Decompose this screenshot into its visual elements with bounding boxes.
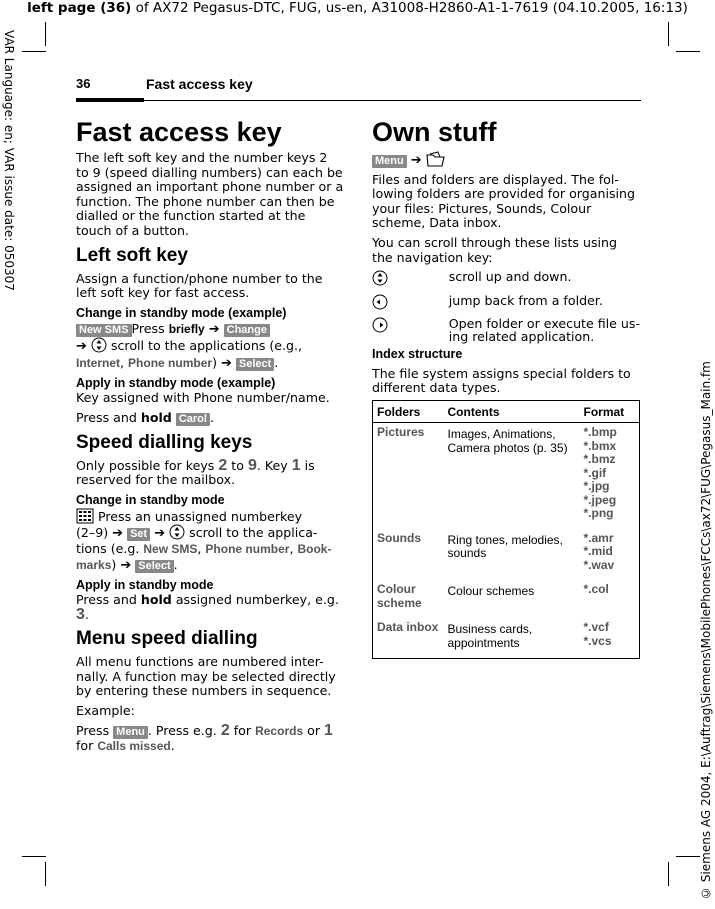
col-contents: Contents	[444, 401, 580, 423]
key-select-2: Select	[135, 560, 173, 573]
menu-new-sms: New SMS	[143, 542, 198, 557]
crop-mark	[22, 51, 46, 52]
nav-row: jump back from a folder.	[372, 294, 640, 314]
crop-mark	[22, 856, 46, 857]
own-stuff-paragraph-1: Files and folders are displayed. The fol-lowing folders are provided for organising your files: Pictures, Sounds, Colour scheme, Data inbox.	[372, 171, 635, 231]
print-header-page: left page (36)	[27, 0, 132, 16]
arrow-icon: ➔	[112, 526, 124, 542]
nav-up-down-icon	[91, 337, 107, 353]
keypad-icon	[76, 508, 94, 524]
arrow-icon: ➔	[221, 355, 232, 371]
subheading-index-structure: Index structure	[372, 347, 463, 362]
crop-mark	[45, 862, 46, 886]
example-label: Example:	[76, 703, 135, 718]
crop-mark	[668, 862, 669, 886]
menu-calls-missed: Calls missed	[97, 738, 171, 753]
key-menu: Menu	[113, 726, 148, 739]
nav-left-icon	[372, 294, 388, 310]
assigned-text: Key assigned with Phone number/name.	[76, 390, 330, 406]
arrow-icon: ➔	[410, 153, 422, 168]
folder-icon	[426, 151, 446, 167]
table-row: Pictures Images, Animations, Camera photos (p. 35) *.bmp *.bmx *.bmz *.gif *.jpg *.jpeg *.png	[377, 425, 617, 521]
menu-internet: Internet	[76, 355, 121, 370]
speed-dial-paragraph: Only possible for keys 2 to 9. Key 1 is reserved for the mailbox.	[76, 456, 315, 488]
subheading-apply-standby: Apply in standby mode	[76, 578, 214, 593]
nav-up-down-icon	[372, 270, 388, 286]
key-menu: Menu	[372, 155, 407, 168]
nav-row: scroll up and down.	[372, 270, 640, 290]
col-format: Format	[580, 401, 640, 423]
col-folders: Folders	[373, 401, 444, 423]
menu-bookmarks: Book-marks	[76, 542, 332, 573]
subheading-change-example: Change in standby mode (example)	[76, 305, 287, 320]
left-column	[76, 116, 344, 758]
key-carol: Carol	[176, 413, 210, 426]
intro-paragraph: The left soft key and the number keys 2 to 9 (speed dialling numbers) can each be assigned an important phone number or a function. The phone number can then be dialled or the function started at the touch of a button.	[76, 150, 344, 238]
key-select: Select	[236, 358, 274, 371]
key-set: Set	[127, 528, 150, 541]
page-number: 36	[76, 76, 91, 91]
arrow-icon: ➔	[154, 526, 166, 542]
table-row: Sounds Ring tones, melodies, sounds *.amr *.mid *.wav	[377, 530, 615, 572]
nav-up-down-icon	[169, 524, 185, 540]
header-bar	[76, 98, 144, 102]
crop-mark	[676, 856, 700, 857]
table-row: Data inbox Business cards, appointments *.vcf *.vcs	[377, 620, 612, 650]
right-column	[372, 116, 640, 659]
heading-left-soft-key: Left soft key	[76, 244, 188, 266]
press-hold-carol: Press and hold Carol .	[76, 409, 214, 425]
arrow-icon: ➔	[120, 558, 132, 574]
subheading-apply-example: Apply in standby mode (example)	[76, 376, 276, 391]
example-text: Press Menu . Press e.g. 2 for Records or 1 for Calls missed.	[76, 721, 333, 753]
subheading-change-standby: Change in standby mode	[76, 493, 225, 508]
crop-mark	[668, 22, 669, 46]
heading-menu-speed-dialling: Menu speed dialling	[76, 628, 258, 650]
index-paragraph: The file system assigns special folders to different data types.	[372, 366, 631, 395]
side-copyright-path: © Siemens AG 2004, E:\Auftrag\Siemens\MobilePhones\FCCs\ax72\FUG\Pegasus_Main.fm	[699, 361, 713, 900]
menu-speed-paragraph: All menu functions are numbered inter-nally. A function may be selected directly by entering these numbers in sequence.	[76, 654, 336, 699]
nav-row: Open folder or execute file us-ing related application.	[372, 317, 640, 343]
nav-right-icon	[372, 317, 388, 333]
menu-phone-number-2: Phone number	[205, 542, 290, 557]
own-stuff-path	[372, 151, 640, 169]
side-language-info: VAR Language: en; VAR issue date: 050307	[2, 30, 16, 291]
menu-records: Records	[255, 723, 304, 738]
menu-phone-number: Phone number	[128, 355, 213, 370]
key-new-sms: New SMS	[76, 324, 132, 337]
heading-speed-dialling: Speed dialling keys	[76, 431, 253, 453]
arrow-icon: ➔	[76, 339, 87, 355]
running-title: Fast access key	[146, 76, 253, 92]
print-header-info: of AX72 Pegasus-DTC, FUG, us-en, A31008-H2860-A1-1-7619 (04.10.2005, 16:13)	[131, 0, 688, 16]
soft-key-steps: New SMS Press briefly ➔ Change ➔ scroll to the applications (e.g., Internet, Phone number) ➔ Select .	[76, 320, 303, 371]
crop-mark	[45, 22, 46, 46]
section-title-fast-access: Fast access key	[76, 117, 282, 147]
apply-speed-text: Press and hold assigned numberkey, e.g. 3.	[76, 592, 339, 623]
table-row: Colour scheme Colour schemes *.col	[377, 582, 609, 610]
own-stuff-paragraph-2: You can scroll through these lists using the navigation key:	[372, 234, 617, 265]
crop-mark	[676, 51, 700, 52]
header-rule	[144, 100, 641, 101]
arrow-icon: ➔	[208, 321, 220, 337]
key-change: Change	[224, 324, 270, 337]
print-header-line	[0, 0, 715, 16]
soft-key-paragraph: Assign a function/phone number to the left soft key for fast access.	[76, 270, 323, 301]
table-header-row	[373, 401, 640, 423]
folder-table	[372, 400, 640, 659]
speed-change-steps: Press an unassigned numberkey (2–9) ➔ Set ➔ scroll to the applica-tions (e.g. New SMS, Phone number, Book-marks) ➔ Select .	[76, 509, 332, 574]
section-title-own-stuff: Own stuff	[372, 117, 497, 147]
